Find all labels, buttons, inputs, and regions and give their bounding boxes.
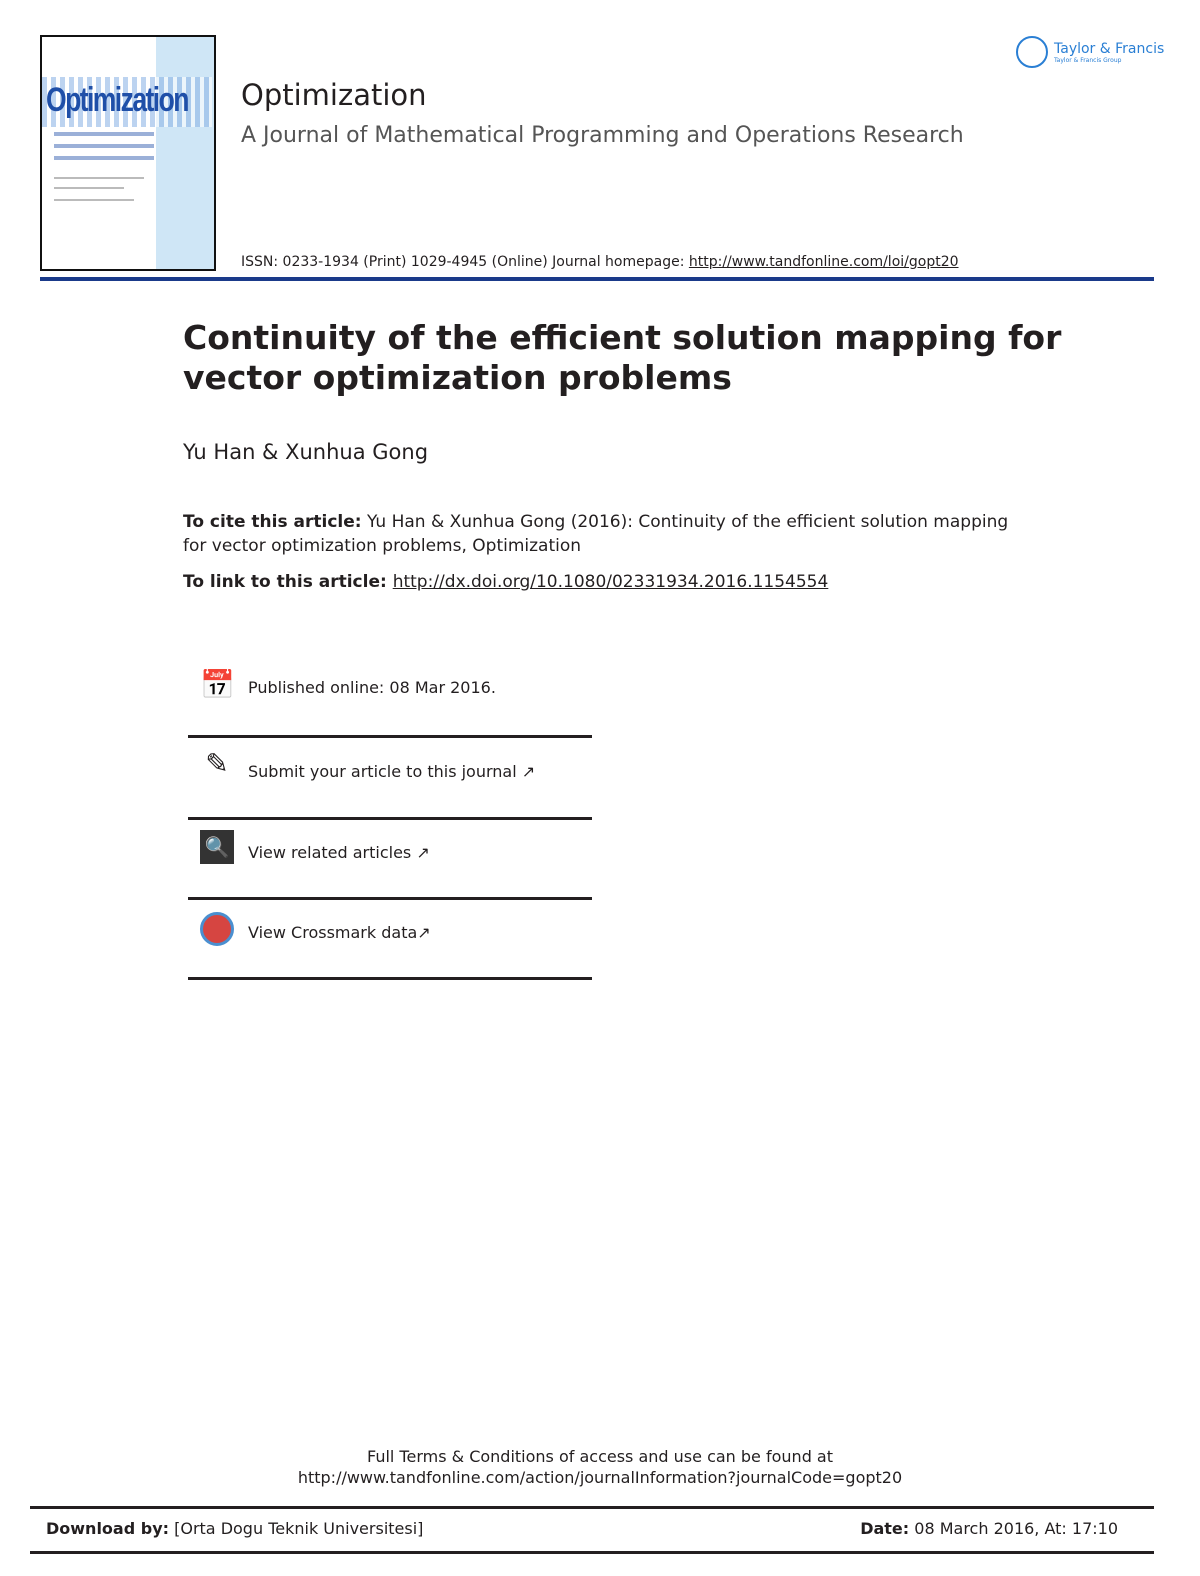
publisher-logo-icon	[1016, 36, 1048, 68]
external-link-icon: ↗	[521, 762, 536, 781]
article-authors: Yu Han & Xunhua Gong	[183, 440, 429, 464]
download-label: Download by:	[46, 1519, 170, 1538]
date-value: 08 March 2016, At: 17:10	[909, 1519, 1118, 1538]
edit-icon: ✎	[205, 747, 229, 780]
publisher-logo	[1016, 36, 1164, 68]
calendar-icon: 📅	[200, 668, 235, 701]
divider	[188, 735, 592, 738]
external-link-icon: ↗	[416, 843, 430, 862]
cite-text: Yu Han & Xunhua Gong (2016): Continuity of the efficient solution mapping for vector optimization problems, Optimization	[183, 512, 1009, 556]
issn-text: ISSN: 0233-1934 (Print) 1029-4945 (Online) Journal homepage:	[241, 254, 689, 270]
divider	[188, 977, 592, 980]
issn-line	[241, 254, 959, 270]
submit-label: Submit your article to this journal	[248, 762, 517, 781]
article-title: Continuity of the efficient solution mapping for vector optimization problems	[183, 318, 1062, 397]
external-link-icon: ↗	[417, 923, 431, 942]
terms-text: Full Terms & Conditions of access and use can be found at	[366, 1447, 834, 1466]
publisher-tagline: Taylor & Francis Group	[1054, 56, 1122, 64]
journal-subtitle: A Journal of Mathematical Programming and Operations Research	[241, 123, 964, 148]
cover-logo-text: Optimization	[46, 81, 188, 119]
journal-cover-image	[40, 35, 216, 271]
header-divider	[40, 277, 1154, 281]
date-label: Date:	[860, 1519, 910, 1538]
crossmark-label: View Crossmark data	[248, 923, 418, 942]
article-link-line	[183, 572, 828, 592]
published-label: Published online: 08 Mar 2016.	[248, 678, 496, 697]
citation	[183, 510, 1023, 558]
divider	[188, 897, 592, 900]
terms-link[interactable]: http://www.tandfonline.com/action/journalInformation?journalCode=gopt20	[297, 1468, 903, 1487]
link-label: To link to this article:	[183, 572, 393, 592]
download-bar	[30, 1506, 1154, 1554]
divider	[188, 817, 592, 820]
journal-title: Optimization	[241, 78, 427, 112]
download-value: [Orta Dogu Teknik Universitesi]	[169, 1519, 424, 1538]
search-document-icon: 🔍	[200, 830, 234, 864]
journal-homepage-link[interactable]: http://www.tandfonline.com/loi/gopt20	[688, 254, 959, 270]
doi-link[interactable]: http://dx.doi.org/10.1080/02331934.2016.1154554	[392, 572, 829, 592]
related-label: View related articles	[248, 843, 412, 862]
publisher-name: Taylor & Francis	[1054, 40, 1165, 57]
cite-label: To cite this article:	[183, 512, 362, 532]
crossmark-icon	[200, 912, 234, 946]
